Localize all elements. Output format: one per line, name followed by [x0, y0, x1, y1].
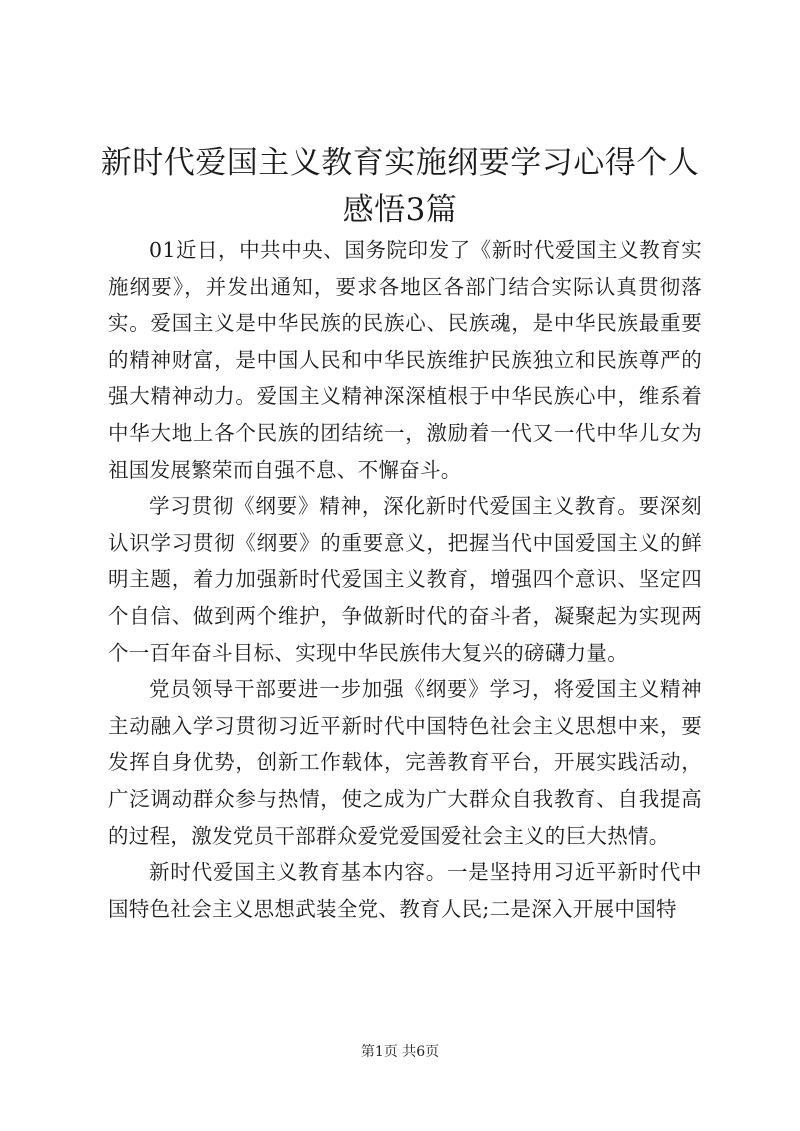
page-footer: 第1页 共6页 — [360, 1044, 440, 1060]
document-title: 新时代爱国主义教育实施纲要学习心得个人感悟3篇 — [100, 145, 700, 228]
paragraph: 新时代爱国主义教育基本内容。一是坚持用习近平新时代中国特色社会主义思想武装全党、教育人民;二是深入开展中国特 — [108, 860, 702, 921]
paragraph: 党员领导干部要进一步加强《纲要》学习，将爱国主义精神主动融入学习贯彻习近平新时代中国特色社会主义思想中来，要发挥自身优势，创新工作载体，完善教育平台，开展实践活动，广泛调动群众参与热情，使之成为广大群众自我教育、自我提高的过程，激发党员干部群众爱党爱国爱社会主义的巨大热情。 — [108, 677, 702, 848]
paragraph: 01近日，中共中央、国务院印发了《新时代爱国主义教育实施纲要》，并发出通知，要求各地区各部门结合实际认真贯彻落实。爱国主义是中华民族的民族心、民族魂，是中华民族最重要的精神财富，是中国人民和中华民族维护民族独立和民族尊严的强大精神动力。爱国主义精神深深植根于中华民族心中，维系着中华大地上各个民族的团结统一，激励着一代又一代中华儿女为祖国发展繁荣而自强不息、不懈奋斗。 — [108, 238, 702, 482]
paragraph: 学习贯彻《纲要》精神，深化新时代爱国主义教育。要深刻认识学习贯彻《纲要》的重要意义，把握当代中国爱国主义的鲜明主题，着力加强新时代爱国主义教育，增强四个意识、坚定四个自信、做到两个维护，争做新时代的奋斗者，凝聚起为实现两个一百年奋斗目标、实现中华民族伟大复兴的磅礴力量。 — [108, 494, 702, 665]
document-body — [108, 232, 702, 927]
